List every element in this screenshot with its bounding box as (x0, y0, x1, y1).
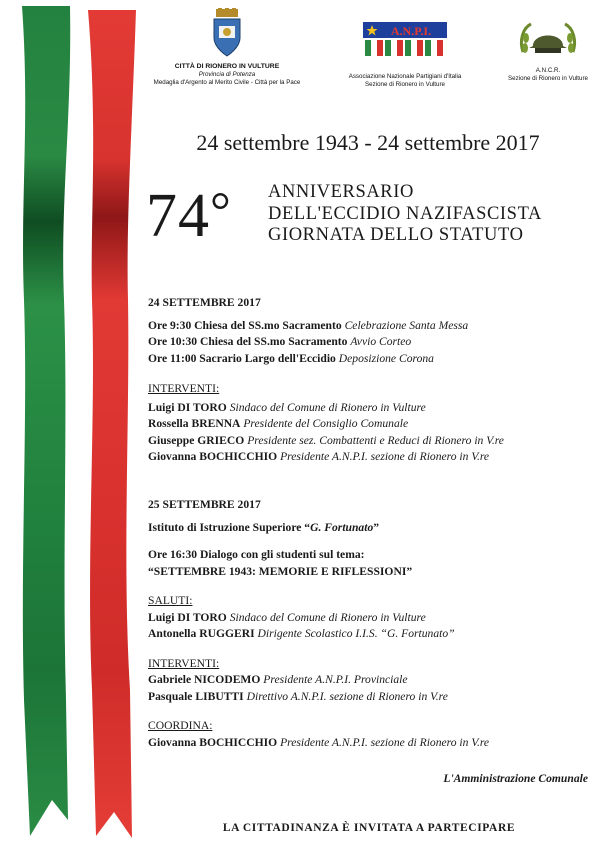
event-activity: Celebrazione Santa Messa (344, 318, 469, 332)
speaker-name: Luigi DI TORO (148, 400, 227, 414)
speaker-name: Rossella BRENNA (148, 417, 241, 430)
speaker-role: Presidente A.N.P.I. Provinciale (263, 673, 408, 686)
theme-line: “SETTEMBRE 1943: MEMORIE E RIFLESSIONI” (148, 564, 413, 578)
venue-school-name: G. Fortunato (310, 520, 374, 534)
venue-line (148, 520, 489, 537)
dialog-line: Ore 16:30 Dialogo con gli studenti sul tema: (148, 548, 365, 561)
anniversary-title (268, 182, 542, 247)
event-time-place: Ore 10:30 Chiesa del SS.mo Sacramento (148, 335, 348, 348)
anniversary-ordinal: 74 (146, 182, 210, 250)
event-row (148, 334, 504, 351)
speaker-role: Dirigente Scolastico I.I.S. “G. Fortunato” (257, 627, 455, 640)
footer-invitation: LA CITTADINANZA È INVITATA A PARTECIPARE (222, 822, 516, 834)
speaker-row (148, 433, 504, 450)
event-row (148, 351, 504, 368)
event-time-place: Ore 9:30 Chiesa del SS.mo Sacramento (148, 318, 342, 332)
anpi-line1: Associazione Nazionale Partigiani d'Italia (348, 73, 462, 80)
speaker-name: Giovanna BOCHICCHIO (148, 450, 278, 463)
anniversary-number (146, 180, 232, 252)
speaker-name: Giuseppe GRIECO (148, 433, 245, 447)
degree-symbol: ° (210, 183, 232, 240)
speaker-row (148, 626, 489, 643)
speaker-name: Gabriele NICODEMO (148, 673, 261, 686)
speaker-role: Presidente del Consiglio Comunale (243, 417, 409, 430)
speaker-name: Pasquale LIBUTTI (148, 689, 244, 703)
city-logo-block (152, 8, 302, 87)
speaker-name: Giovanna BOCHICCHIO (148, 735, 278, 749)
venue-prefix: Istituto di Istruzione Superiore “ (148, 520, 311, 534)
green-ribbon (22, 6, 70, 836)
day1-section (148, 295, 504, 466)
speaker-name: Luigi DI TORO (148, 610, 227, 624)
title-line-1: ANNIVERSARIO (268, 182, 414, 202)
speaker-role: Sindaco del Comune di Rionero in Vulture (229, 610, 426, 624)
speaker-row (148, 672, 489, 689)
event-activity: Avvio Corteo (350, 335, 412, 348)
city-coat-of-arms-icon (210, 8, 244, 58)
day2-interventi-label: INTERVENTI: (148, 656, 220, 670)
ancr-helmet-wreath-icon (517, 18, 579, 62)
speaker-name: Antonella RUGGERI (148, 627, 255, 640)
speaker-role: Presidente A.N.P.I. sezione di Rionero in V.re (280, 450, 490, 463)
speaker-role: Sindaco del Comune di Rionero in Vulture (229, 400, 426, 414)
day2-section (148, 497, 489, 751)
event-row (148, 318, 504, 335)
day1-heading: 24 SETTEMBRE 2017 (148, 296, 261, 309)
event-time-place: Ore 11:00 Sacrario Largo dell'Eccidio (148, 351, 336, 365)
speaker-row (148, 735, 489, 752)
speaker-row (148, 449, 504, 466)
saluti-label: SALUTI: (148, 594, 193, 607)
anpi-logo-block (330, 22, 480, 89)
speaker-role: Presidente sez. Combattenti e Reduci di Rionero in V.re (247, 433, 504, 447)
ancr-brand: A.N.C.R. (535, 67, 561, 74)
speaker-role: Presidente A.N.P.I. sezione di Rionero in V.re (280, 735, 490, 749)
city-medal: Medaglia d'Argento al Merito Civile - Città per la Pace (153, 79, 301, 86)
coordina-label: COORDINA: (148, 719, 213, 732)
speaker-role: Direttivo A.N.P.I. sezione di Rionero in V.re (246, 689, 448, 703)
anpi-brand: A.N.P.I. (390, 24, 432, 38)
speaker-row (148, 610, 489, 627)
event-activity: Deposizione Corona (338, 351, 434, 365)
anpi-flag-icon (363, 22, 447, 58)
tricolor-ribbons (0, 0, 150, 849)
title-line-3: GIORNATA DELLO STATUTO (268, 225, 524, 245)
title-line-2: DELL'ECCIDIO NAZIFASCISTA (268, 203, 542, 224)
speaker-row (148, 400, 504, 417)
speaker-row (148, 689, 489, 706)
red-ribbon (88, 10, 136, 838)
ancr-logo-block (498, 18, 598, 83)
city-province: Provincia di Potenza (198, 71, 256, 78)
venue-suffix: ” (373, 520, 380, 534)
day2-heading: 25 SETTEMBRE 2017 (148, 498, 261, 511)
speaker-row (148, 416, 504, 433)
anpi-line2: Sezione di Rionero in Vulture (365, 81, 445, 88)
day1-interventi-label: INTERVENTI: (148, 382, 220, 395)
commemoration-dates: 24 settembre 1943 - 24 settembre 2017 (196, 130, 540, 155)
city-title: CITTÀ DI RIONERO IN VULTURE (174, 63, 280, 70)
ancr-line1: Sezione di Rionero in Vulture (508, 75, 588, 82)
signature: L'Amministrazione Comunale (443, 772, 588, 785)
